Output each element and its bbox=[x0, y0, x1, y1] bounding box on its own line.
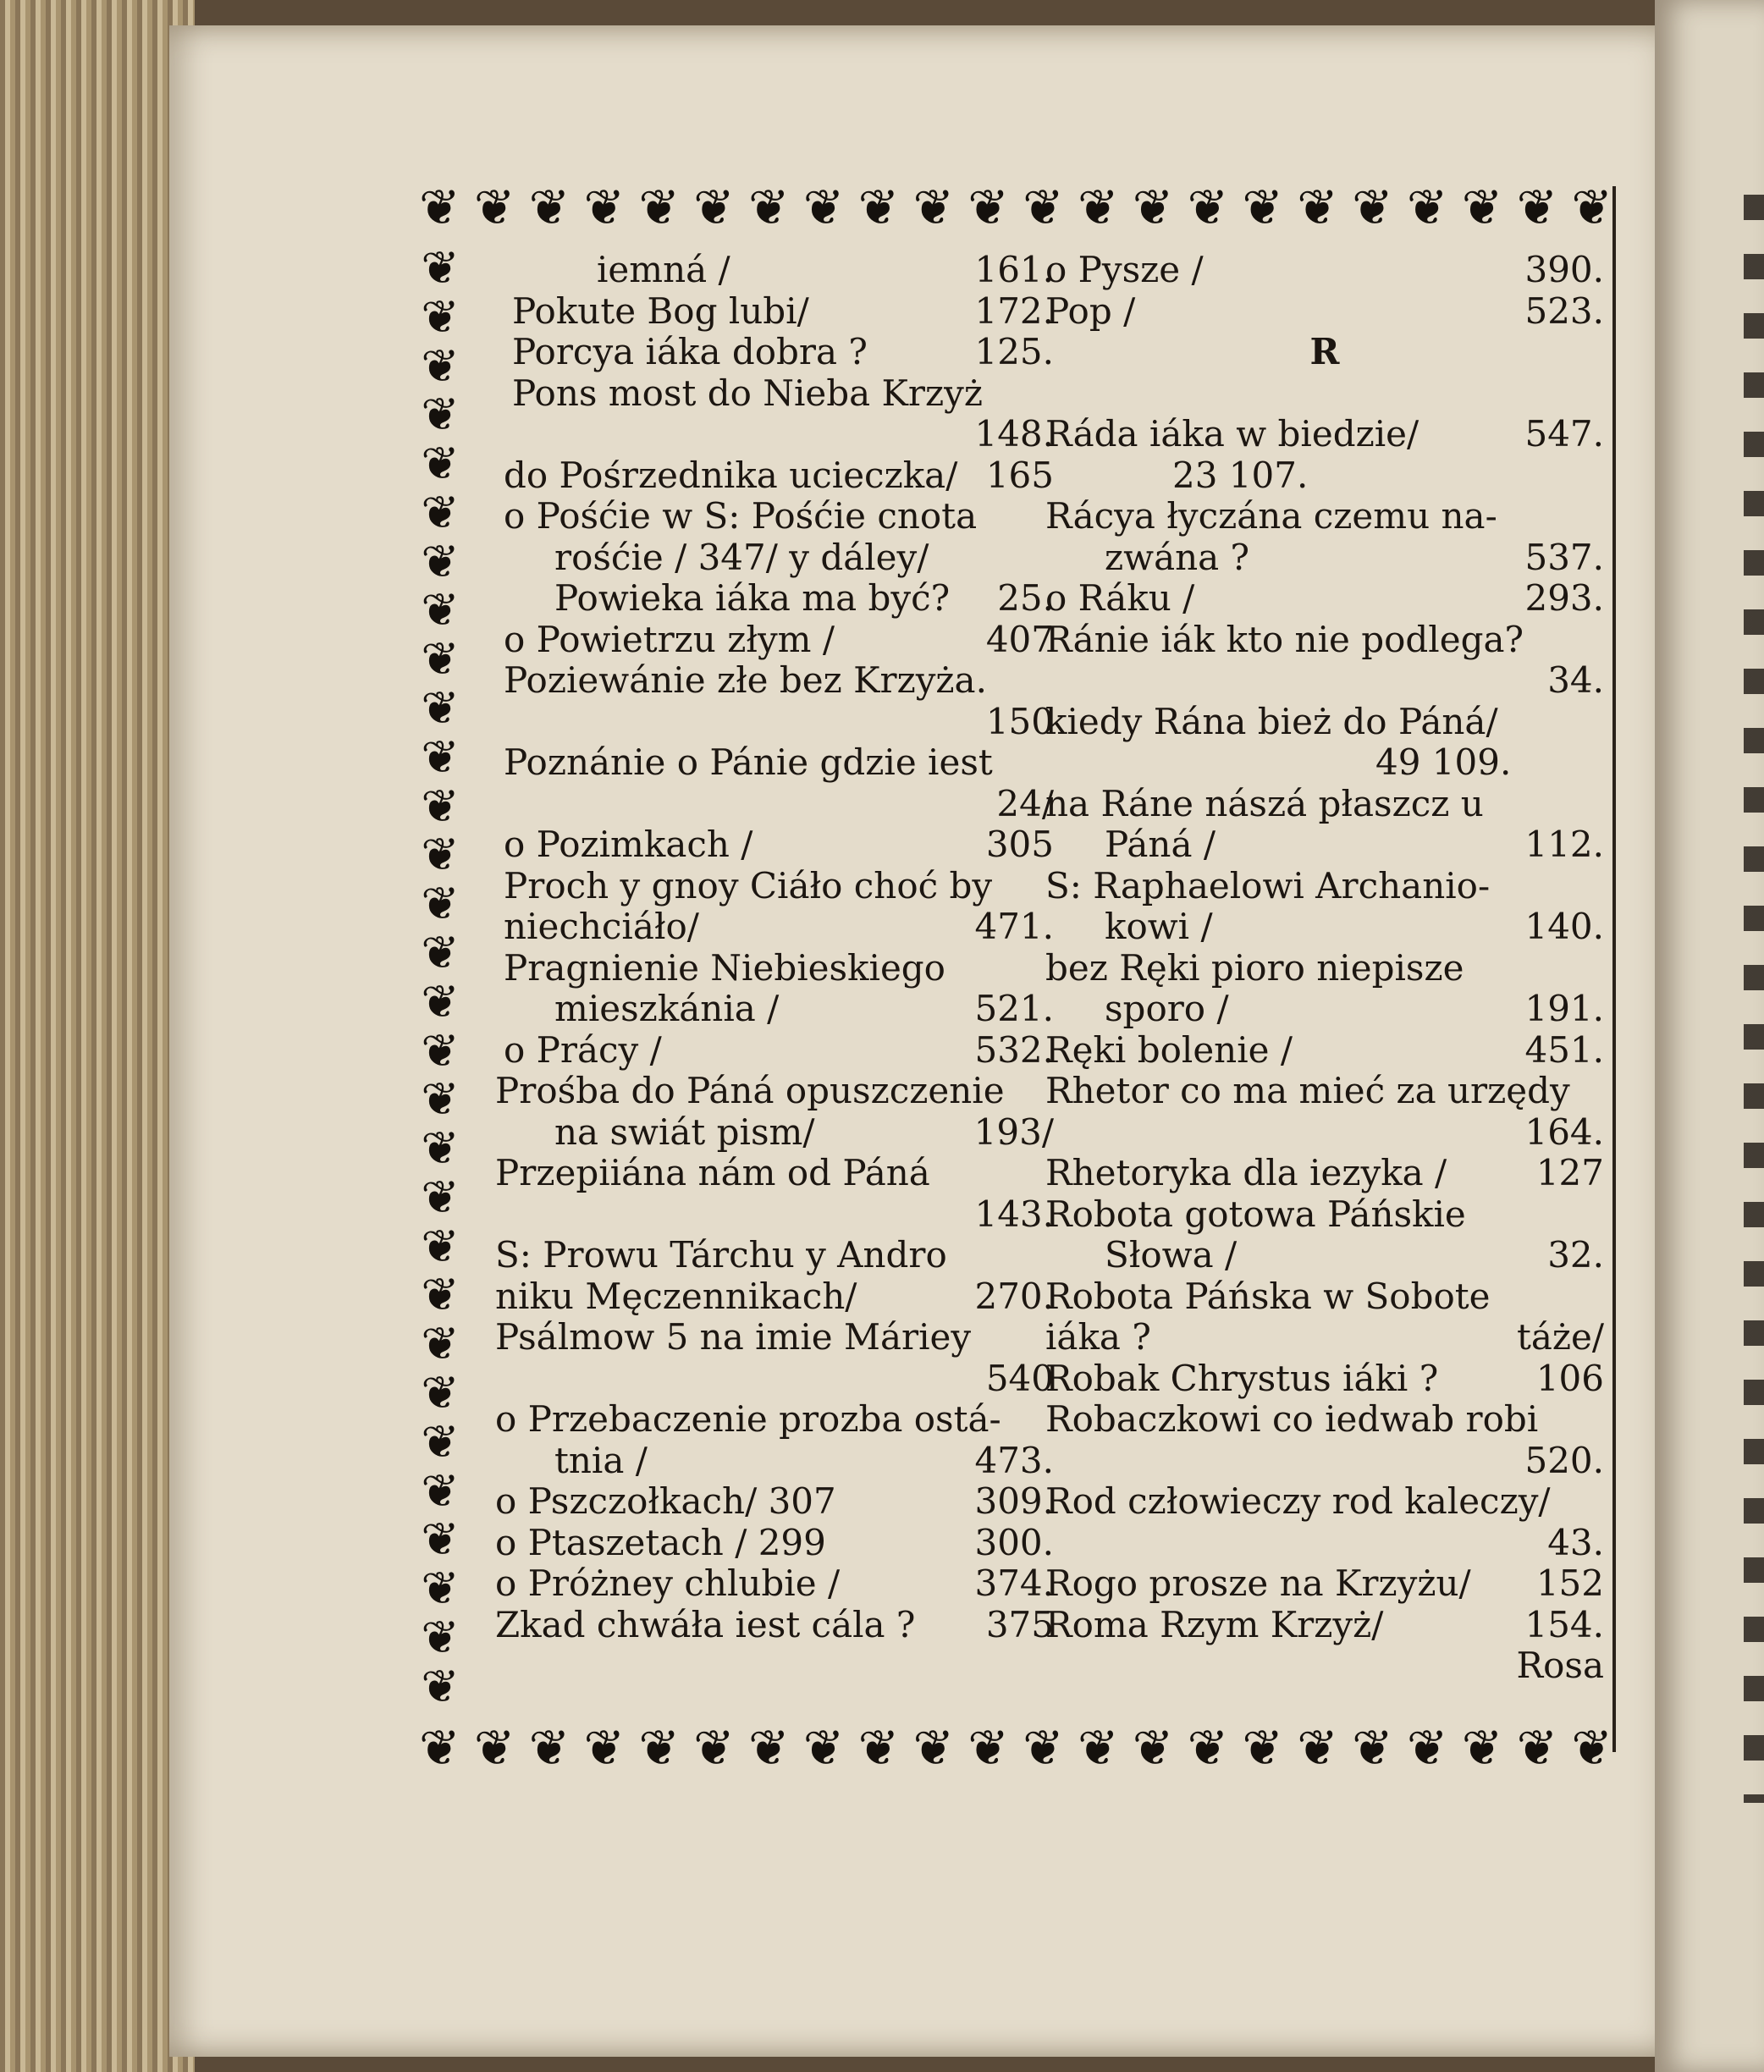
fleuron-ornament-icon: ❦ bbox=[421, 877, 460, 931]
index-entry-text: S: Raphaelowi Archanio- bbox=[1045, 864, 1491, 906]
index-entry-text: bez Ręki pioro niepisze bbox=[1045, 946, 1464, 989]
index-entry-page-number: 106 bbox=[1535, 1357, 1604, 1399]
book-page-edges bbox=[0, 0, 195, 2072]
index-entry-text: Rhetoryka dla iezyka / bbox=[1045, 1152, 1447, 1193]
index-entry-text: R bbox=[1309, 331, 1340, 372]
index-entry-page-number: 154. bbox=[1524, 1603, 1604, 1645]
index-page-frame bbox=[402, 169, 1621, 1794]
index-entry bbox=[1045, 1523, 1604, 1564]
index-entry-page-number: táże/ bbox=[1516, 1316, 1604, 1358]
index-entry bbox=[1045, 455, 1604, 497]
index-entry bbox=[495, 291, 1054, 333]
fleuron-ornament-icon: ❦ bbox=[857, 1719, 900, 1777]
index-entry bbox=[1045, 866, 1604, 907]
fleuron-ornament-icon: ❦ bbox=[421, 1023, 460, 1077]
fleuron-ornament-icon: ❦ bbox=[421, 437, 460, 491]
index-entry bbox=[495, 1358, 1054, 1400]
index-entry-text: Robak Chrystus iáki ? bbox=[1045, 1357, 1439, 1399]
index-entry-text: o Pszczołkach/ 307 bbox=[495, 1480, 836, 1522]
index-entry-text: Ránie iák kto nie podlega? bbox=[1045, 618, 1524, 660]
fleuron-ornament-icon: ❦ bbox=[421, 534, 460, 588]
fleuron-ornament-icon: ❦ bbox=[1297, 1719, 1338, 1777]
fleuron-ornament-icon: ❦ bbox=[421, 974, 460, 1028]
frame-rule-right bbox=[1612, 186, 1616, 1752]
index-entry bbox=[1045, 414, 1604, 455]
index-entry-page-number: 193/ bbox=[973, 1110, 1054, 1153]
fleuron-ornament-icon: ❦ bbox=[1023, 1719, 1064, 1777]
index-entry-text: Przepiiána nám od Páná bbox=[495, 1152, 930, 1193]
index-entry bbox=[495, 1317, 1054, 1358]
index-entry-text: tnia / bbox=[554, 1439, 648, 1481]
fleuron-ornament-icon: ❦ bbox=[857, 179, 900, 236]
index-entry-text: Proch y gnoy Ciáło choć by bbox=[504, 864, 993, 906]
index-entry bbox=[1045, 742, 1604, 784]
fleuron-ornament-icon: ❦ bbox=[1242, 179, 1284, 236]
index-entry-page-number: 520. bbox=[1524, 1439, 1604, 1481]
index-entry-text: do Pośrzednika ucieczka/ bbox=[504, 454, 958, 496]
fleuron-ornament-icon: ❦ bbox=[1516, 179, 1558, 236]
index-entry bbox=[495, 496, 1054, 537]
index-entry-page-number: 521. bbox=[974, 988, 1054, 1029]
index-entry bbox=[1045, 948, 1604, 989]
fleuron-ornament-icon: ❦ bbox=[421, 388, 460, 442]
fleuron-ornament-icon: ❦ bbox=[693, 1719, 735, 1777]
index-entry bbox=[1045, 1441, 1604, 1482]
fleuron-ornament-icon: ❦ bbox=[421, 925, 460, 979]
index-entry-page-number: 112. bbox=[1524, 824, 1604, 865]
index-entry bbox=[1045, 373, 1604, 415]
index-entry bbox=[495, 578, 1054, 620]
index-entry bbox=[1045, 906, 1604, 948]
index-entry-page-number: 143. bbox=[974, 1193, 1054, 1235]
index-entry-page-number: 191. bbox=[1524, 988, 1604, 1029]
fleuron-ornament-icon: ❦ bbox=[421, 1513, 460, 1567]
index-entry-text: Robota gotowa Páńskie bbox=[1045, 1193, 1466, 1235]
index-entry-text: Páná / bbox=[1105, 824, 1216, 865]
fleuron-ornament-icon: ❦ bbox=[421, 1219, 460, 1273]
index-entry-text: Słowa / bbox=[1105, 1234, 1238, 1276]
fleuron-ornament-icon: ❦ bbox=[421, 1121, 460, 1176]
index-entry bbox=[1045, 702, 1604, 743]
fleuron-ornament-icon: ❦ bbox=[1297, 179, 1338, 236]
index-entry bbox=[1045, 1235, 1604, 1276]
index-entry bbox=[495, 1481, 1054, 1523]
fleuron-ornament-icon: ❦ bbox=[421, 485, 460, 539]
index-entry-text: Rhetor co ma mieć za urzędy bbox=[1045, 1070, 1570, 1111]
fleuron-ornament-icon: ❦ bbox=[421, 1170, 460, 1224]
index-column-left bbox=[495, 250, 1054, 1706]
fleuron-ornament-icon: ❦ bbox=[583, 1719, 626, 1777]
index-entry-text: Pons most do Nieba Krzyż bbox=[512, 372, 983, 414]
index-entry-page-number: 25. bbox=[997, 577, 1054, 619]
fleuron-ornament-icon: ❦ bbox=[1571, 179, 1612, 236]
index-entry-text: Poznánie o Pánie gdzie iest bbox=[504, 741, 993, 783]
fleuron-ornament-icon: ❦ bbox=[638, 1719, 680, 1777]
index-entry bbox=[495, 1153, 1054, 1194]
index-entry-text: Zkad chwáła iest cála ? bbox=[495, 1603, 916, 1645]
fleuron-ornament-icon: ❦ bbox=[421, 828, 460, 882]
index-entry-page-number: 150 bbox=[985, 700, 1054, 742]
index-entry-page-number: Rosa bbox=[1516, 1645, 1604, 1686]
fleuron-ornament-icon: ❦ bbox=[528, 179, 571, 236]
index-entry-text: niechciáło/ bbox=[504, 906, 699, 947]
index-entry bbox=[1045, 1481, 1604, 1523]
index-entry bbox=[495, 742, 1054, 784]
fleuron-ornament-icon: ❦ bbox=[967, 179, 1009, 236]
fleuron-ornament-icon: ❦ bbox=[1023, 179, 1064, 236]
fleuron-ornament-icon: ❦ bbox=[421, 1659, 460, 1710]
ornamental-border-top bbox=[419, 169, 1612, 245]
index-entry-text: Psálmow 5 na imie Máriey bbox=[495, 1316, 972, 1358]
index-entry bbox=[495, 332, 1054, 373]
index-entry-text: Pop / bbox=[1045, 289, 1136, 332]
fleuron-ornament-icon: ❦ bbox=[747, 179, 790, 236]
index-entry bbox=[495, 1235, 1054, 1276]
fleuron-ornament-icon: ❦ bbox=[1077, 179, 1119, 236]
fleuron-ornament-icon: ❦ bbox=[421, 245, 460, 295]
fleuron-ornament-icon: ❦ bbox=[421, 583, 460, 637]
index-entry-page-number: 140. bbox=[1524, 906, 1604, 947]
fleuron-ornament-icon: ❦ bbox=[1132, 1719, 1174, 1777]
fleuron-ornament-icon: ❦ bbox=[1406, 179, 1448, 236]
index-entry bbox=[1045, 537, 1604, 579]
index-entry bbox=[495, 1399, 1054, 1441]
index-entry-text: Pragnienie Niebieskiego bbox=[504, 946, 945, 989]
index-entry-page-number: 125. bbox=[974, 331, 1054, 372]
fleuron-ornament-icon: ❦ bbox=[421, 1463, 460, 1518]
fleuron-ornament-icon: ❦ bbox=[528, 1719, 571, 1777]
index-entry-text: o Przebaczenie prozba ostá- bbox=[495, 1398, 1001, 1440]
index-entry-page-number: 309. bbox=[974, 1480, 1054, 1522]
ornamental-border-bottom bbox=[419, 1710, 1612, 1786]
fleuron-ornament-icon: ❦ bbox=[1516, 1719, 1558, 1777]
fleuron-ornament-icon: ❦ bbox=[419, 1719, 460, 1777]
index-entry-page-number: 152 bbox=[1535, 1562, 1604, 1604]
index-entry bbox=[1045, 1071, 1604, 1112]
index-entry-page-number: 375 bbox=[985, 1603, 1054, 1645]
index-entry bbox=[495, 866, 1054, 907]
index-entry-text: o Ptaszetach / 299 bbox=[495, 1521, 826, 1563]
index-entry bbox=[495, 455, 1054, 497]
index-entry bbox=[1045, 660, 1604, 702]
index-entry-page-number: 471. bbox=[974, 906, 1054, 947]
index-entry-page-number: 374. bbox=[974, 1562, 1054, 1604]
index-entry-page-number: 270. bbox=[974, 1275, 1054, 1317]
index-entry-text: Pokute Bog lubi/ bbox=[512, 289, 809, 332]
index-entry bbox=[1045, 291, 1604, 333]
index-entry bbox=[495, 1194, 1054, 1236]
fleuron-ornament-icon: ❦ bbox=[421, 289, 460, 344]
index-entry-text: Ráda iáka w biedzie/ bbox=[1045, 413, 1419, 455]
index-entry-text: sporo / bbox=[1105, 988, 1229, 1029]
fleuron-ornament-icon: ❦ bbox=[802, 1719, 845, 1777]
fleuron-ornament-icon: ❦ bbox=[1352, 1719, 1393, 1777]
index-entry-text: kowi / bbox=[1105, 906, 1213, 947]
index-entry bbox=[495, 824, 1054, 866]
index-entry-text: 23 107. bbox=[1172, 454, 1309, 496]
index-entry bbox=[1045, 578, 1604, 620]
fleuron-ornament-icon: ❦ bbox=[802, 179, 845, 236]
index-entry-page-number: 451. bbox=[1524, 1028, 1604, 1071]
index-entry-text: iemná / bbox=[597, 249, 730, 290]
fleuron-ornament-icon: ❦ bbox=[473, 179, 515, 236]
index-entry bbox=[1045, 1358, 1604, 1400]
index-entry-text: na Ráne nászá płaszcz u bbox=[1045, 782, 1484, 824]
index-entry bbox=[495, 1071, 1054, 1112]
index-entry-text: S: Prowu Tárchu y Andro bbox=[495, 1234, 947, 1276]
index-entry-page-number: 537. bbox=[1524, 536, 1604, 578]
fleuron-ornament-icon: ❦ bbox=[583, 179, 626, 236]
index-entry-page-number: 43. bbox=[1547, 1521, 1604, 1563]
index-entry bbox=[1045, 1399, 1604, 1441]
index-entry-text: zwána ? bbox=[1105, 536, 1250, 578]
fleuron-ornament-icon: ❦ bbox=[1406, 1719, 1448, 1777]
fleuron-ornament-icon: ❦ bbox=[421, 1317, 460, 1371]
index-entry bbox=[495, 373, 1054, 415]
index-entry-text: Robaczkowi co iedwab robi bbox=[1045, 1398, 1539, 1440]
index-entry-text: rośćie / 347/ y dáley/ bbox=[554, 536, 929, 578]
index-entry bbox=[1045, 620, 1604, 661]
index-entry bbox=[495, 1030, 1054, 1072]
index-entry bbox=[495, 948, 1054, 989]
index-column-right bbox=[1045, 250, 1604, 1706]
fleuron-ornament-icon: ❦ bbox=[912, 1719, 955, 1777]
right-page-ornament-strip bbox=[1744, 195, 1764, 1803]
index-entry-page-number: 172. bbox=[974, 289, 1054, 332]
fleuron-ornament-icon: ❦ bbox=[967, 1719, 1009, 1777]
index-entry-page-number: 305 bbox=[985, 824, 1054, 865]
index-entry-text: 49 109. bbox=[1375, 741, 1512, 783]
fleuron-ornament-icon: ❦ bbox=[1187, 179, 1229, 236]
index-entry bbox=[1045, 496, 1604, 537]
index-entry-text: Prośba do Páná opuszczenie bbox=[495, 1070, 1005, 1111]
index-entry-text: na swiát pism/ bbox=[554, 1110, 815, 1153]
fleuron-ornament-icon: ❦ bbox=[421, 1562, 460, 1616]
fleuron-ornament-icon: ❦ bbox=[421, 779, 460, 833]
fleuron-ornament-icon: ❦ bbox=[421, 1072, 460, 1127]
fleuron-ornament-icon: ❦ bbox=[747, 1719, 790, 1777]
fleuron-ornament-icon: ❦ bbox=[473, 1719, 515, 1777]
index-entry-text: Powieka iáka ma być? bbox=[554, 577, 951, 619]
fleuron-ornament-icon: ❦ bbox=[1461, 179, 1503, 236]
index-entry bbox=[1045, 824, 1604, 866]
index-entry-page-number: 164. bbox=[1524, 1110, 1604, 1153]
index-entry bbox=[495, 1112, 1054, 1154]
index-entry bbox=[1045, 250, 1604, 291]
index-entry bbox=[495, 1563, 1054, 1605]
index-entry-text: o Prácy / bbox=[504, 1028, 662, 1071]
index-entry-text: o Próżney chlubie / bbox=[495, 1562, 841, 1604]
fleuron-ornament-icon: ❦ bbox=[693, 179, 735, 236]
index-entry bbox=[1045, 1112, 1604, 1154]
index-entry-text: Rod człowieczy rod kaleczy/ bbox=[1045, 1480, 1551, 1522]
index-entry-text: Rogo prosze na Krzyżu/ bbox=[1045, 1562, 1471, 1604]
index-entry-page-number: 161. bbox=[974, 249, 1054, 290]
fleuron-ornament-icon: ❦ bbox=[912, 179, 955, 236]
index-entry-text: Robota Páńska w Sobote bbox=[1045, 1275, 1491, 1317]
index-entry bbox=[495, 660, 1054, 702]
index-entry bbox=[495, 702, 1054, 743]
index-entry-page-number: 390. bbox=[1524, 249, 1604, 290]
index-entry-page-number: 407 bbox=[985, 618, 1054, 660]
fleuron-ornament-icon: ❦ bbox=[421, 1610, 460, 1664]
index-entry bbox=[1045, 1317, 1604, 1358]
fleuron-ornament-icon: ❦ bbox=[421, 681, 460, 736]
index-entry-page-number: 34. bbox=[1547, 659, 1604, 701]
fleuron-ornament-icon: ❦ bbox=[1352, 179, 1393, 236]
fleuron-ornament-icon: ❦ bbox=[638, 179, 680, 236]
index-entry bbox=[1045, 1276, 1604, 1318]
fleuron-ornament-icon: ❦ bbox=[421, 1268, 460, 1322]
index-entry-text: o Pysze / bbox=[1045, 249, 1204, 290]
fleuron-ornament-icon: ❦ bbox=[1187, 1719, 1229, 1777]
index-entry-page-number: 540 bbox=[985, 1357, 1054, 1399]
fleuron-ornament-icon: ❦ bbox=[1242, 1719, 1284, 1777]
index-entry-text: niku Męczennikach/ bbox=[495, 1275, 857, 1317]
fleuron-ornament-icon: ❦ bbox=[421, 1414, 460, 1469]
fleuron-ornament-icon: ❦ bbox=[1571, 1719, 1612, 1777]
index-entry bbox=[495, 1441, 1054, 1482]
index-entry-page-number: 300. bbox=[974, 1521, 1054, 1563]
fleuron-ornament-icon: ❦ bbox=[1461, 1719, 1503, 1777]
fleuron-ornament-icon: ❦ bbox=[421, 1365, 460, 1419]
index-entry-text: iáka ? bbox=[1045, 1316, 1151, 1358]
index-entry bbox=[495, 906, 1054, 948]
index-entry bbox=[495, 1523, 1054, 1564]
index-entry bbox=[495, 784, 1054, 825]
index-entry-text: o Pośćie w S: Pośćie cnota bbox=[504, 495, 978, 537]
index-entry-text: Porcya iáka dobra ? bbox=[512, 331, 868, 372]
index-entry bbox=[1045, 1030, 1604, 1072]
index-entry bbox=[495, 537, 1054, 579]
index-entry-page-number: 165 bbox=[985, 454, 1054, 496]
index-entry bbox=[1045, 1194, 1604, 1236]
index-entry-text: mieszkánia / bbox=[554, 988, 780, 1029]
index-entry bbox=[495, 989, 1054, 1030]
index-entry-text: Rácya łyczána czemu na- bbox=[1045, 495, 1497, 537]
index-entry-text: kiedy Rána bież do Páná/ bbox=[1045, 700, 1498, 742]
index-entry-text: o Pozimkach / bbox=[504, 824, 753, 865]
index-entry-page-number: 293. bbox=[1524, 577, 1604, 619]
index-entry-text: o Ráku / bbox=[1045, 577, 1195, 619]
index-entry-text: Ręki bolenie / bbox=[1045, 1028, 1293, 1071]
index-entry-page-number: 547. bbox=[1524, 413, 1604, 455]
fleuron-ornament-icon: ❦ bbox=[1132, 179, 1174, 236]
index-entry-page-number: 127 bbox=[1535, 1152, 1604, 1193]
index-entry bbox=[495, 1276, 1054, 1318]
index-entry bbox=[495, 1605, 1054, 1646]
fleuron-ornament-icon: ❦ bbox=[421, 339, 460, 393]
index-entry bbox=[495, 620, 1054, 661]
index-entry bbox=[1045, 332, 1604, 373]
index-entry bbox=[1045, 1153, 1604, 1194]
index-entry-text: Roma Rzym Krzyż/ bbox=[1045, 1603, 1384, 1645]
index-entry-page-number: 473. bbox=[974, 1439, 1054, 1481]
fleuron-ornament-icon: ❦ bbox=[1077, 1719, 1119, 1777]
index-entry-page-number: 532. bbox=[974, 1028, 1054, 1071]
index-entry bbox=[1045, 1605, 1604, 1646]
fleuron-ornament-icon: ❦ bbox=[421, 632, 460, 686]
index-entry bbox=[1045, 784, 1604, 825]
index-entry bbox=[495, 250, 1054, 291]
index-entry bbox=[1045, 1645, 1604, 1687]
index-entry bbox=[1045, 1563, 1604, 1605]
index-entry-page-number: 24/ bbox=[996, 782, 1054, 824]
index-entry bbox=[1045, 989, 1604, 1030]
fleuron-ornament-icon: ❦ bbox=[419, 179, 460, 236]
fleuron-ornament-icon: ❦ bbox=[421, 730, 460, 784]
index-entry-page-number: 523. bbox=[1524, 289, 1604, 332]
ornamental-border-left bbox=[402, 245, 478, 1710]
index-entry bbox=[495, 414, 1054, 455]
index-entry-page-number: 32. bbox=[1547, 1234, 1604, 1276]
index-entry-text: Poziewánie złe bez Krzyża. bbox=[504, 659, 987, 701]
index-entry-text: o Powietrzu złym / bbox=[504, 618, 835, 660]
index-entry-page-number: 148. bbox=[974, 413, 1054, 455]
